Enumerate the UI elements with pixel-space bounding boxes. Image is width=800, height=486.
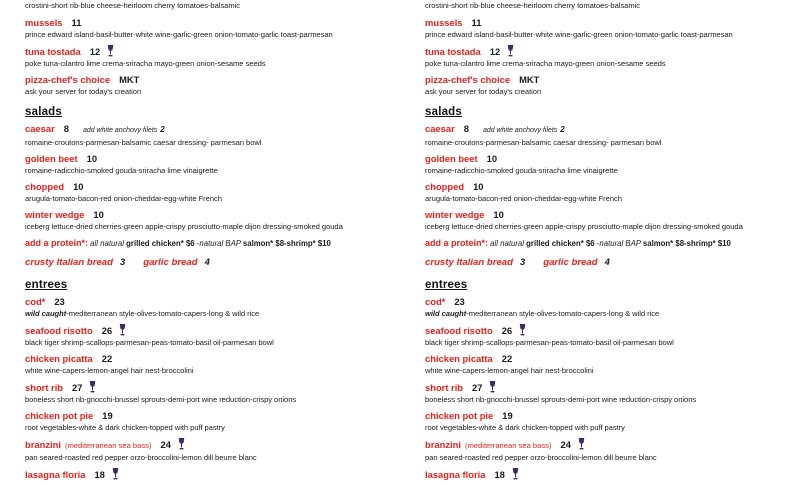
menu-item [425, 410, 797, 432]
menu-item [25, 17, 397, 39]
menu-item-price: 22 [101, 353, 113, 364]
menu-item-price: 8 [463, 123, 469, 134]
menu-item-price: 11 [71, 17, 82, 28]
protein-upsell [25, 237, 397, 249]
protein-upsell [425, 237, 797, 249]
section-header [425, 275, 797, 293]
bread-line [25, 255, 397, 268]
menu-item [25, 468, 397, 480]
menu-item-name: lasagna floria [25, 469, 86, 480]
wine-glass-icon [512, 468, 519, 480]
menu-item [425, 324, 797, 347]
protein-upsell-line [25, 237, 397, 249]
menu-item-line [425, 17, 797, 28]
menu-item-name: chicken picatta [25, 353, 93, 364]
wine-glass-icon [89, 381, 96, 393]
protein-upsell-line [425, 237, 797, 249]
menu-item-description: black tiger shrimp-scallops-parmesan-peas-tomato-basil oil-parmesan bowl [25, 338, 274, 347]
wine-glass-icon [507, 45, 514, 57]
menu-item-price: 10 [486, 153, 498, 164]
menu-item-line [425, 74, 797, 85]
menu-item-name: short rib [25, 382, 64, 393]
menu-item-line [25, 468, 397, 480]
menu-item-description: boneless short rib-gnocchi-brussel sprouts-demi-port wine reduction-crispy onions [425, 395, 697, 404]
menu-item-description: ask your server for today's creation [425, 87, 542, 96]
menu-item [425, 353, 797, 375]
protein-segment: grilled chicken* $6 [126, 239, 197, 248]
wine-glass-icon [107, 45, 114, 57]
menu-item-line [425, 324, 797, 336]
menu-item-description: arugula-tomato-bacon-red onion-cheddar-egg-white French [25, 194, 222, 203]
menu-item-price: 26 [101, 325, 113, 336]
menu-item-price: 10 [473, 181, 484, 192]
menu-item-description: pan seared-roasted red pepper orzo-broccolini-lemon dill beurre blanc [425, 453, 657, 462]
menu-item-name: chopped [25, 181, 65, 192]
menu-item-description: white wine-capers-lemon-angel hair nest-broccolini [425, 366, 594, 375]
menu-item-price: 12 [489, 46, 501, 57]
menu-item-description: iceberg lettuce-dried cherries-green apple-crispy prosciutto-maple dijon dressing-smoked gouda [25, 222, 343, 231]
menu-item-price: 12 [89, 46, 101, 57]
menu-item-name: branzini [25, 439, 61, 450]
menu-item [25, 296, 397, 318]
menu-item [425, 153, 797, 175]
protein-segment: salmon* $8-shrimp* $10 [642, 239, 731, 248]
menu-item-price: 26 [501, 325, 513, 336]
menu-item-price: 10 [73, 181, 84, 192]
section-header-label: entrees [425, 279, 468, 291]
menu-item-name: branzini [425, 439, 461, 450]
menu-item-subtitle: (mediterranean sea bass) [464, 441, 552, 450]
protein-segment: all natural [88, 239, 127, 248]
menu-item-name: pizza-chef's choice [425, 74, 511, 85]
wine-glass-icon [489, 381, 496, 393]
menu-item [425, 296, 797, 318]
menu-item-name: tuna tostada [425, 46, 481, 57]
menu-item-description-lead: wild caught [425, 309, 467, 318]
menu-item-name: golden beet [25, 153, 78, 164]
menu-item-line [425, 438, 797, 451]
menu-item-name: winter wedge [425, 209, 485, 220]
protein-segment: -natural BAP [596, 239, 643, 248]
menu-item [425, 181, 797, 203]
menu-item [425, 17, 797, 39]
menu-item-name: chopped [425, 181, 465, 192]
menu-item-name: mussels [425, 17, 463, 28]
partial-item-description: crostini-short rib-blue cheese-heirloom cherry tomatoes-balsamic [425, 1, 640, 10]
menu-item-description: romaine-croutons-parmesan-balsamic caesar dressing- parmesan bowl [25, 138, 262, 147]
menu-column-right [425, 1, 797, 486]
menu-item-description: prince edward island-basil-butter-white wine-garlic-green onion-tomato-garlic toast-parmesan [425, 30, 733, 39]
protein-label: add a protein*: [425, 238, 489, 248]
menu-item-line [425, 45, 797, 57]
menu-item-description: black tiger shrimp-scallops-parmesan-peas-tomato-basil oil-parmesan bowl [425, 338, 674, 347]
menu-item-line [25, 123, 397, 136]
section-header-label: entrees [25, 279, 68, 291]
menu-item-description: wild caught-mediterranean style-olives-tomato-capers-long & wild rice [25, 309, 260, 318]
section-header-label: salads [425, 106, 463, 118]
menu-item-description: romaine-radicchio-smoked gouda-sriracha lime vinaigrette [25, 166, 218, 175]
menu-item-name: short rib [425, 382, 464, 393]
menu-item-description: wild caught-mediterranean style-olives-tomato-capers-long & wild rice [425, 309, 660, 318]
section-header [25, 275, 397, 293]
section-header [25, 102, 397, 120]
bread-price: 4 [604, 256, 610, 267]
bread-line [425, 255, 797, 268]
menu-item-line [25, 181, 397, 192]
menu-item-line [25, 45, 397, 57]
menu-item [425, 438, 797, 462]
menu-item-line [425, 209, 797, 220]
menu-item-line [25, 381, 397, 393]
menu-item-name: winter wedge [25, 209, 85, 220]
menu-item [25, 45, 397, 68]
wine-glass-icon [112, 468, 119, 480]
menu-item [25, 438, 397, 462]
menu-item-line [425, 381, 797, 393]
menu-item-line [25, 438, 397, 451]
menu-item-line [425, 468, 797, 480]
menu-item-name: caesar [25, 123, 55, 134]
menu-item-line [425, 123, 797, 136]
menu-item-line [25, 296, 397, 307]
menu-item-name: chicken picatta [425, 353, 493, 364]
bread-name: crusty Italian bread [25, 257, 113, 268]
menu-item-line [425, 296, 797, 307]
menu-item-price: 10 [86, 153, 98, 164]
wine-glass-icon [519, 324, 526, 336]
menu-item [425, 45, 797, 68]
protein-segment: -natural BAP [196, 239, 243, 248]
section-header [425, 102, 797, 120]
menu-item [25, 153, 397, 175]
bread-price: 3 [119, 256, 126, 267]
menu-item-line [425, 181, 797, 192]
menu-item-price: 23 [54, 296, 65, 307]
menu-item-price: 19 [102, 410, 113, 421]
menu-item-line [25, 209, 397, 220]
wine-glass-icon [119, 324, 126, 336]
menu-item-description: ask your server for today's creation [25, 87, 142, 96]
menu-item [425, 123, 797, 147]
bread-name: garlic bread [543, 257, 598, 268]
menu-item-addon-note: add white anchovy filets [82, 127, 158, 134]
menu-item-name: tuna tostada [25, 46, 81, 57]
menu-item-description: boneless short rib-gnocchi-brussel sprouts-demi-port wine reduction-crispy onions [25, 395, 297, 404]
menu-item-subtitle: (mediterranean sea bass) [64, 441, 152, 450]
menu-item-addon-price: 2 [160, 125, 165, 134]
menu-item-description: prince edward island-basil-butter-white wine-garlic-green onion-tomato-garlic toast-parmesan [25, 30, 333, 39]
menu-item-description: arugula-tomato-bacon-red onion-cheddar-egg-white French [425, 194, 622, 203]
menu-item-line [425, 153, 797, 164]
menu-item-description: root vegetables-white & dark chicken-topped with puff pastry [425, 423, 625, 432]
menu-item-price: MKT [519, 74, 540, 85]
menu-item-line [25, 74, 397, 85]
bread-name: crusty Italian bread [425, 257, 513, 268]
menu-item [25, 181, 397, 203]
menu-item-line [25, 153, 397, 164]
menu-item-name: cod* [425, 296, 446, 307]
bread-price: 4 [204, 256, 210, 267]
menu-item [425, 381, 797, 404]
menu-item-price: 24 [160, 439, 171, 450]
menu-item-name: caesar [425, 123, 455, 134]
menu-item-line [425, 353, 797, 364]
bread-price: 3 [519, 256, 526, 267]
menu-item [25, 353, 397, 375]
menu-item-price: 24 [560, 439, 571, 450]
partial-item-description: crostini-short rib-blue cheese-heirloom cherry tomatoes-balsamic [25, 1, 240, 10]
menu-item-price: 11 [471, 17, 482, 28]
menu-item-price: 8 [63, 123, 69, 134]
menu-item-name: lasagna floria [425, 469, 486, 480]
menu-item-price: MKT [119, 74, 140, 85]
wine-glass-icon [178, 438, 185, 450]
menu-item-price: 10 [493, 209, 504, 220]
menu-item [425, 468, 797, 480]
menu-item-name: chicken pot pie [425, 410, 494, 421]
menu-item-price: 23 [454, 296, 465, 307]
section-header-label: salads [25, 106, 63, 118]
menu-item-price: 10 [93, 209, 104, 220]
menu-item-addon-price: 2 [560, 125, 565, 134]
menu-item-line [25, 410, 397, 421]
menu-item-line [25, 353, 397, 364]
menu-item-addon-note: add white anchovy filets [482, 127, 558, 134]
menu-item-price: 27 [72, 382, 83, 393]
menu-item-price: 27 [472, 382, 483, 393]
menu-item [425, 209, 797, 231]
menu-item [25, 381, 397, 404]
menu-column-left [25, 1, 397, 486]
menu-item-description: poke tuna-cilantro lime crema-sriracha mayo-green onion-sesame seeds [25, 59, 266, 68]
menu-item-description: iceberg lettuce-dried cherries-green apple-crispy prosciutto-maple dijon dressing-smoked gouda [425, 222, 743, 231]
menu-item [25, 74, 397, 96]
menu-item [425, 74, 797, 96]
menu-item-price: 22 [501, 353, 513, 364]
menu-item [25, 324, 397, 347]
bread-name: garlic bread [143, 257, 198, 268]
menu-item-name: pizza-chef's choice [25, 74, 111, 85]
protein-segment: all natural [488, 239, 527, 248]
menu-item-price: 19 [502, 410, 513, 421]
menu-item [25, 209, 397, 231]
menu-item-line [25, 17, 397, 28]
menu-item-name: chicken pot pie [25, 410, 94, 421]
menu-item-description: romaine-radicchio-smoked gouda-sriracha lime vinaigrette [425, 166, 618, 175]
menu-item-description: poke tuna-cilantro lime crema-sriracha mayo-green onion-sesame seeds [425, 59, 666, 68]
protein-segment: salmon* $8-shrimp* $10 [242, 239, 331, 248]
menu-item-name: cod* [25, 296, 46, 307]
menu-item-description: pan seared-roasted red pepper orzo-broccolini-lemon dill beurre blanc [25, 453, 257, 462]
menu-item-description: white wine-capers-lemon-angel hair nest-broccolini [25, 366, 194, 375]
menu-item-price: 18 [94, 469, 105, 480]
menu-item-description: romaine-croutons-parmesan-balsamic caesar dressing- parmesan bowl [425, 138, 662, 147]
menu-item-name: seafood risotto [25, 325, 93, 336]
menu-item-name: seafood risotto [425, 325, 493, 336]
protein-label: add a protein*: [25, 238, 89, 248]
menu-item-description-lead: wild caught [25, 309, 67, 318]
menu-item [25, 410, 397, 432]
menu-item-name: golden beet [425, 153, 478, 164]
protein-segment: grilled chicken* $6 [526, 239, 597, 248]
menu-item-price: 18 [494, 469, 505, 480]
menu-item-name: mussels [25, 17, 63, 28]
menu-item-description: root vegetables-white & dark chicken-topped with puff pastry [25, 423, 225, 432]
menu-item [25, 123, 397, 147]
wine-glass-icon [578, 438, 585, 450]
menu-item-line [425, 410, 797, 421]
menu-item-line [25, 324, 397, 336]
